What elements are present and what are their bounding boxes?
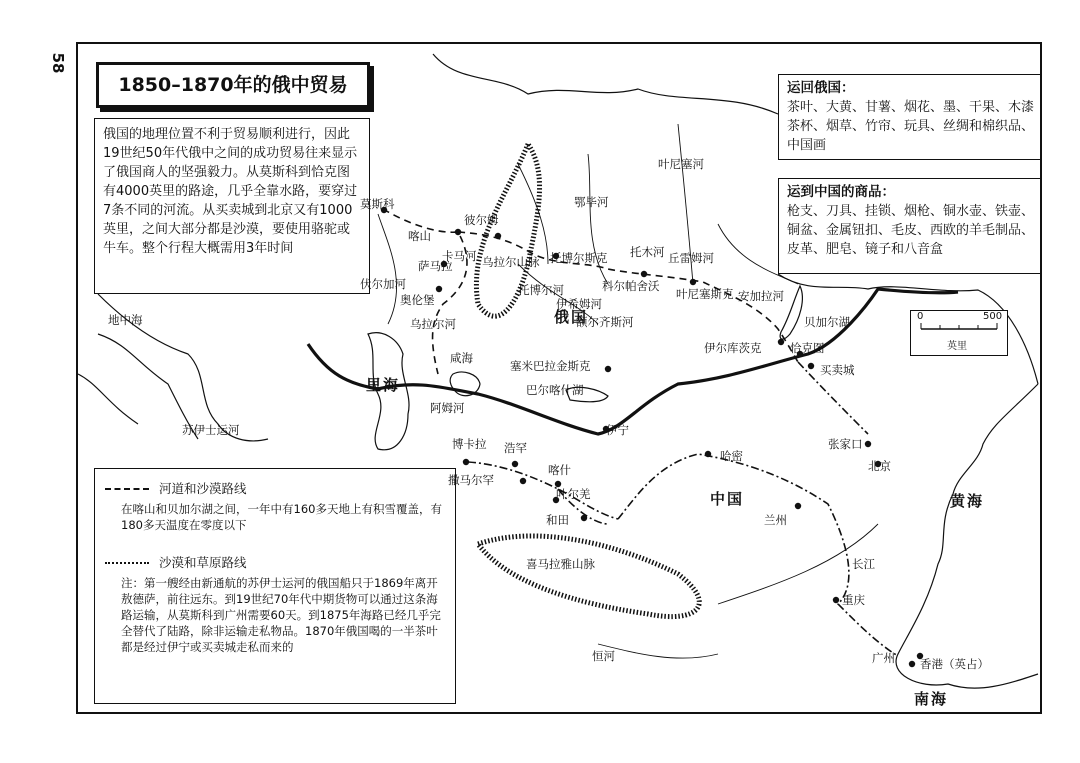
label-suez: 苏伊士运河 xyxy=(182,423,240,437)
label-caspian: 里海 xyxy=(366,376,401,394)
label-urals: 乌拉尔山脉 xyxy=(482,255,540,269)
label-zhangjiakou: 张家口 xyxy=(828,437,863,451)
label-ural-river: 乌拉尔河 xyxy=(410,317,456,331)
label-baikal: 贝加尔湖 xyxy=(804,315,850,329)
steppe-route-line xyxy=(468,362,898,656)
label-hongkong: 香港（英占） xyxy=(920,657,989,671)
label-samarkand: 撒马尔罕 xyxy=(448,473,494,487)
map-frame xyxy=(76,42,1042,714)
returned-goods-box xyxy=(778,74,1042,160)
label-semipalatinsk: 塞米巴拉金斯克 xyxy=(510,359,591,373)
exported-goods-text: 枪支、刀具、挂锁、烟枪、铜水壶、铁壶、铜盆、金属钮扣、毛皮、西欧的羊毛制品、皮革、肥皂、镜子和八音盒 xyxy=(787,204,1035,257)
returned-goods-heading: 运回俄国： xyxy=(787,80,855,96)
returned-goods-text: 茶叶、大黄、甘薯、烟花、墨、干果、木漆茶杯、烟草、竹帘、玩具、丝绸和棉织品、中国画 xyxy=(787,100,1035,153)
label-tom: 托木河 xyxy=(630,245,665,259)
label-kyakhta: 恰克图 xyxy=(790,341,825,355)
label-ganges: 恒河 xyxy=(592,649,615,663)
label-russia: 俄国 xyxy=(554,308,589,326)
label-maimaicheng: 买卖城 xyxy=(820,363,855,377)
map-title: 1850–1870年的俄中贸易 xyxy=(96,62,370,108)
dashed-line-icon xyxy=(105,488,149,490)
label-kolpashevo: 科尔帕舍沃 xyxy=(602,279,660,293)
label-ishim: 伊希姆河 xyxy=(556,297,602,311)
label-orenburg: 奥伦堡 xyxy=(400,293,435,307)
steppe-route-label: 沙漠和草原路线 xyxy=(159,555,247,570)
scale-unit: 英里 xyxy=(947,341,967,352)
label-china: 中国 xyxy=(710,490,745,508)
label-guangzhou: 广州 xyxy=(872,651,895,665)
scale-zero: 0 xyxy=(917,311,924,322)
label-yenisei: 叶尼塞河 xyxy=(658,157,704,171)
label-tobolsk: 托博尔斯克 xyxy=(550,251,608,265)
label-chongqing: 重庆 xyxy=(842,593,865,607)
dashdot-line-icon xyxy=(105,562,149,564)
label-hami: 哈密 xyxy=(720,449,743,463)
label-samara: 萨马拉 xyxy=(418,259,453,273)
label-tobol: 托博尔河 xyxy=(518,283,564,297)
label-irkutsk: 伊尔库茨克 xyxy=(704,341,762,355)
exported-goods-box xyxy=(778,178,1042,274)
label-chulym: 丘雷姆河 xyxy=(668,251,714,265)
label-beijing: 北京 xyxy=(868,459,891,473)
label-kashgar: 喀什 xyxy=(548,463,571,477)
legend-box xyxy=(94,468,456,704)
exported-goods-heading: 运到中国的商品： xyxy=(787,184,895,200)
label-moscow: 莫斯科 xyxy=(360,197,395,211)
label-irtysh: 额尔齐斯河 xyxy=(576,315,634,329)
legend-steppe-route xyxy=(105,555,445,571)
legend-river-route xyxy=(105,481,445,497)
label-angara: 安加拉河 xyxy=(738,289,784,303)
label-yining: 伊宁 xyxy=(606,423,629,437)
steppe-route-note: 注：第一艘经由新通航的苏伊士运河的俄国船只于1869年离开敖德萨，前往远东。到19世纪70年代中期货物可以通过这条海路运输，从莫斯科到广州需要60天。到1875年海路已经几乎完全替代了陆路，除非运输走私物品。1870年俄国喝的一半茶叶都是经过伊宁或买卖城走私而来的 xyxy=(121,576,441,654)
label-balkhash: 巴尔喀什湖 xyxy=(526,383,584,397)
russia-china-border xyxy=(308,289,958,434)
label-volga: 伏尔加河 xyxy=(360,277,406,291)
label-amu-darya: 阿姆河 xyxy=(430,401,465,415)
intro-textbox: 俄国的地理位置不利于贸易顺利进行，因此19世纪50年代俄中之间的成功贸易往来显示了俄国商人的坚强毅力。从莫斯科到恰克图有4000英里的路途，几乎全靠水路，要穿过7条不同的河流。从买卖城到北京又有1000英里，之间大部分都是沙漠，要使用骆驼或牛车。整个行程大概需用3年时间 xyxy=(94,118,370,294)
mountain-ranges xyxy=(476,144,699,617)
label-kokand: 浩罕 xyxy=(504,441,527,455)
label-lanzhou: 兰州 xyxy=(764,513,787,527)
label-ob: 鄂毕河 xyxy=(574,195,609,209)
scale-bar xyxy=(910,310,1008,356)
label-yarkand: 叶尔羌 xyxy=(556,487,591,501)
river-route-note: 在喀山和贝加尔湖之间，一年中有160多天地上有积雪覆盖，有180多天温度在零度以下 xyxy=(121,502,442,532)
page-number: 58 xyxy=(49,52,67,74)
label-kazan: 喀山 xyxy=(408,229,431,243)
label-yangtze: 长江 xyxy=(852,557,875,571)
label-himalaya: 喜马拉雅山脉 xyxy=(526,557,595,571)
label-mediterranean: 地中海 xyxy=(108,313,143,327)
river-route-label: 河道和沙漠路线 xyxy=(159,481,247,496)
label-yellow-sea: 黄海 xyxy=(950,492,985,510)
scale-max: 500 xyxy=(983,311,1003,322)
label-kama: 卡马河 xyxy=(442,249,477,263)
label-bukhara: 博卡拉 xyxy=(452,437,487,451)
label-hotan: 和田 xyxy=(546,513,569,527)
label-yeniseysk: 叶尼塞斯克 xyxy=(676,287,734,301)
label-perm: 彼尔姆 xyxy=(464,213,499,227)
label-south-sea: 南海 xyxy=(914,690,949,708)
label-aral: 咸海 xyxy=(450,351,473,365)
